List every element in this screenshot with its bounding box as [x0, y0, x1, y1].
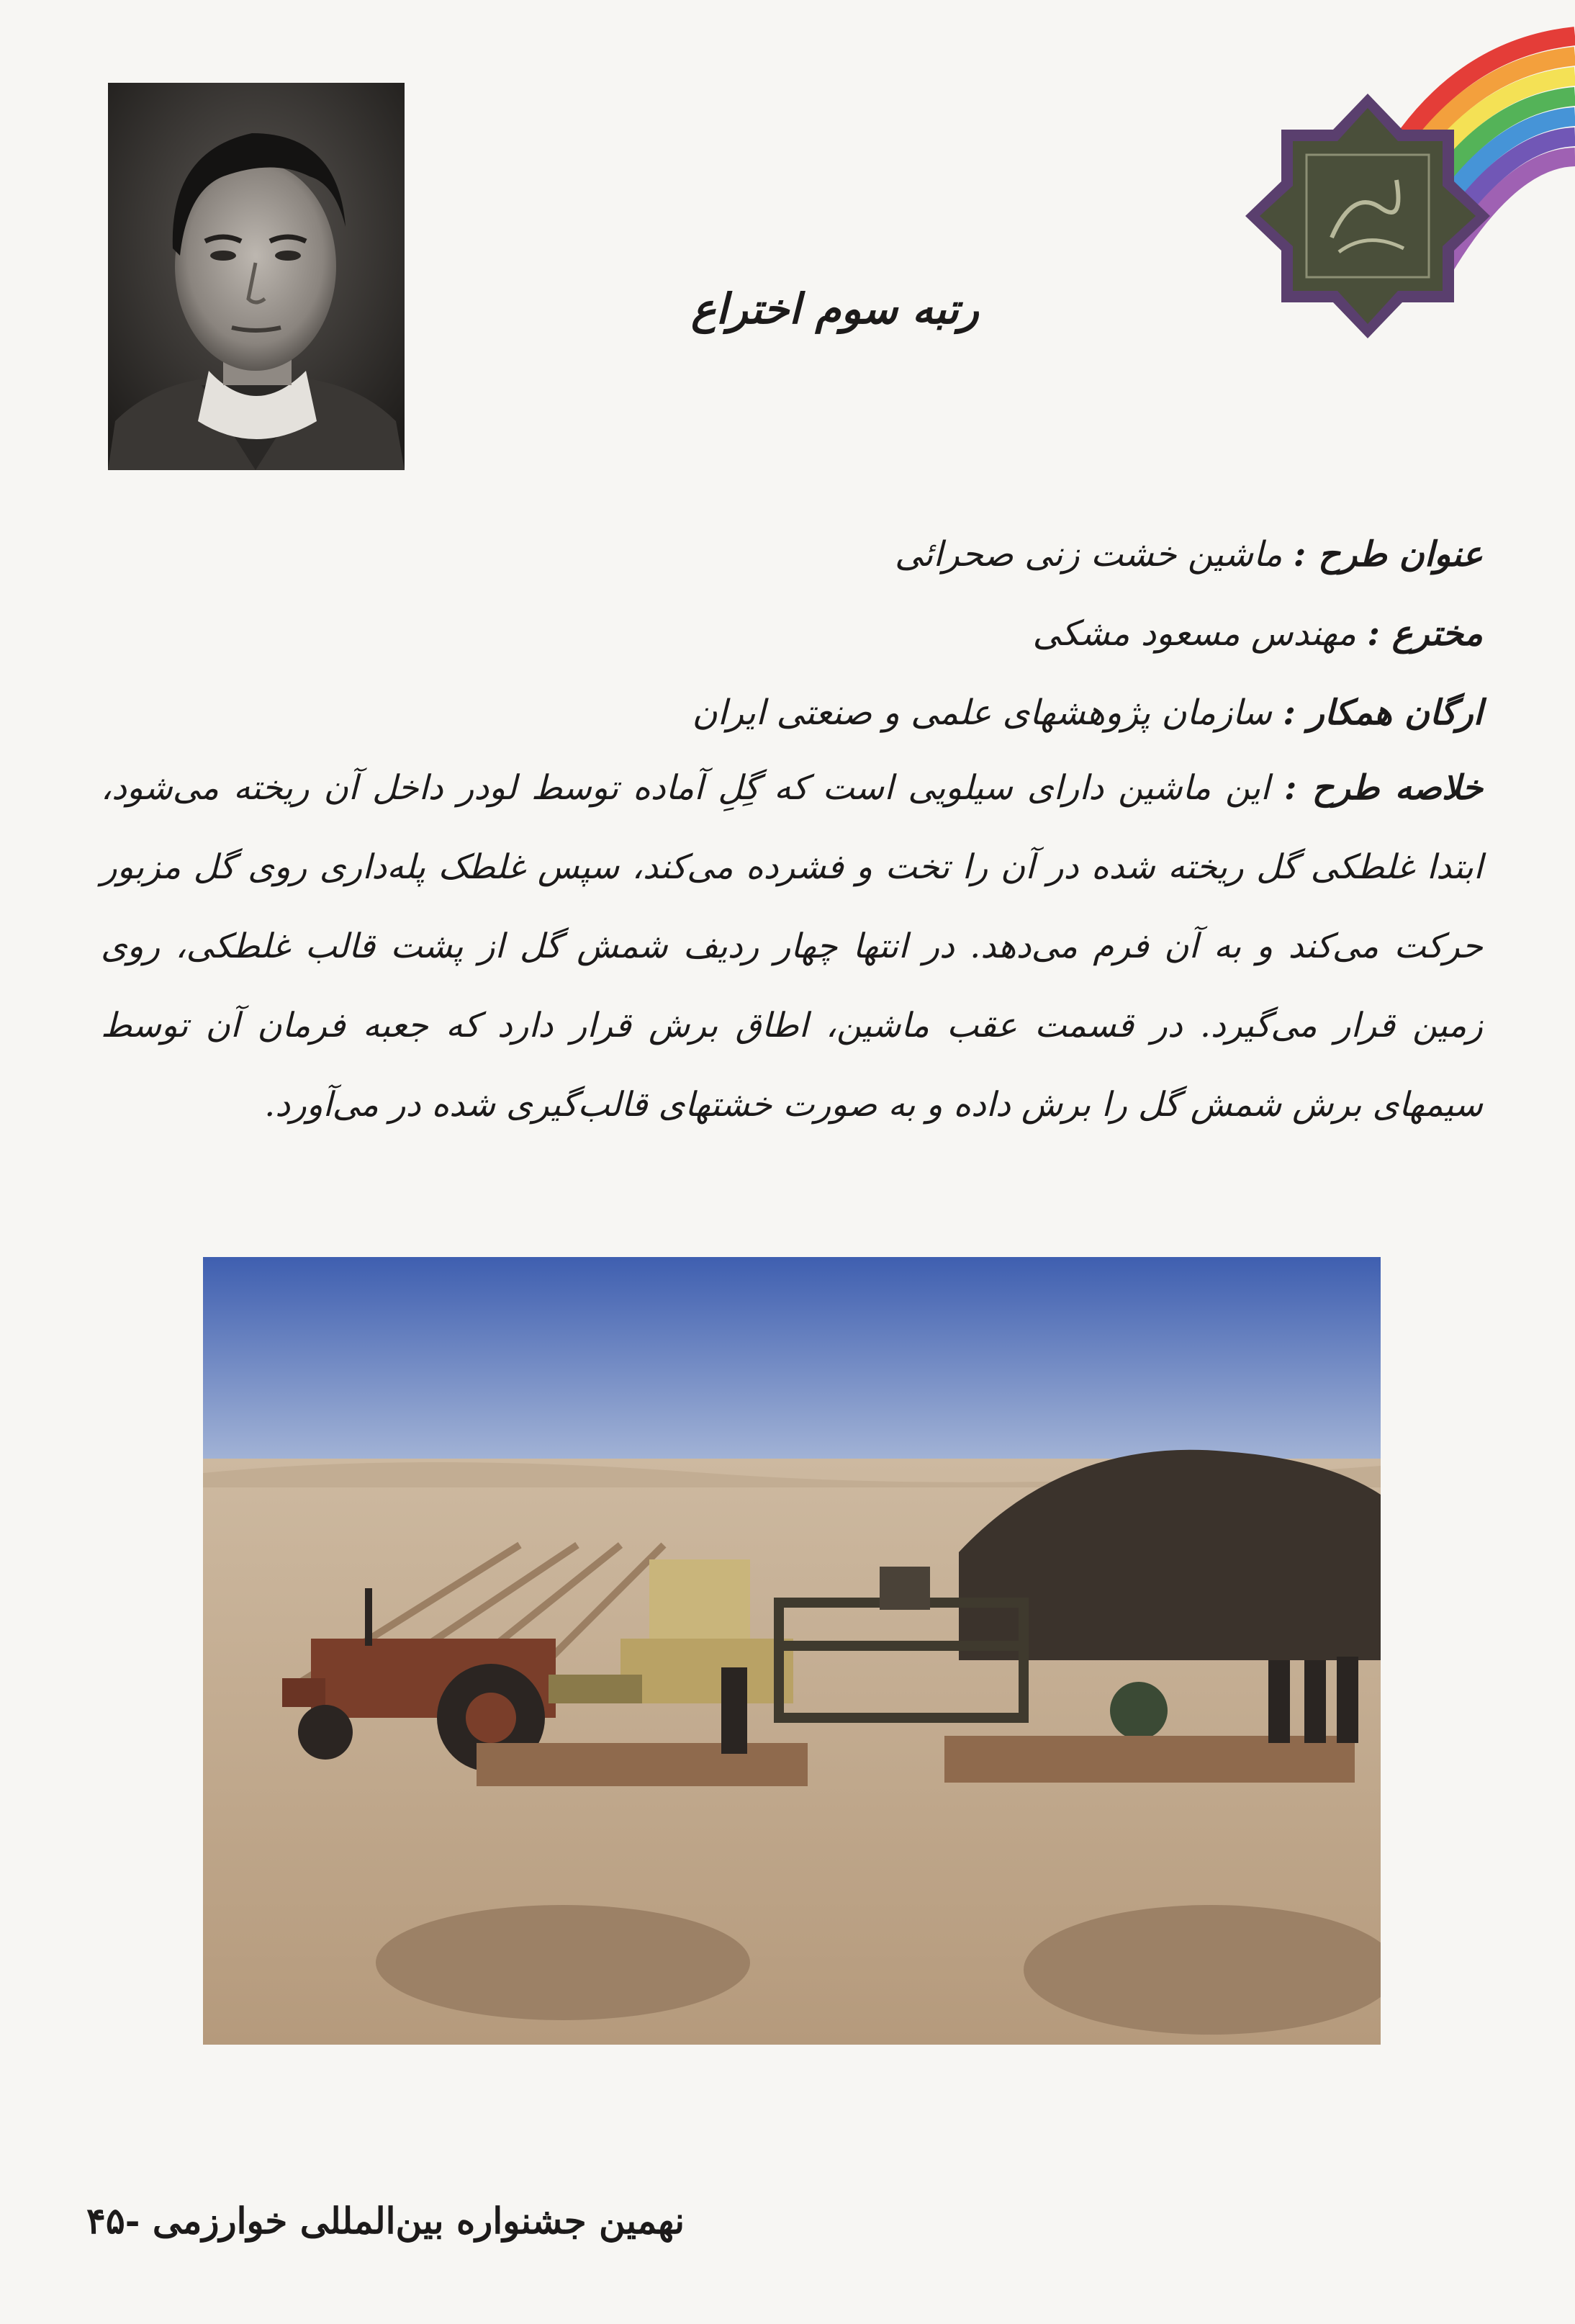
- brick-machine-photo: [203, 1257, 1381, 2045]
- inventor-row: [101, 594, 1483, 673]
- inventor-value: مهندس مسعود مشکی: [1032, 613, 1356, 654]
- page-footer: [86, 2199, 806, 2242]
- inventor-portrait: [108, 83, 405, 470]
- project-summary: [101, 749, 1483, 1145]
- rank-title: رتبه سوم اختراع: [691, 284, 979, 333]
- project-fields: [101, 515, 1483, 752]
- project-title-row: [101, 515, 1483, 594]
- inventor-label: مخترع :: [1367, 613, 1483, 654]
- project-title-value: ماشین خشت زنی صحرائی: [894, 534, 1283, 575]
- page-number: -۴۵: [86, 2199, 140, 2242]
- festival-name: نهمین جشنواره بین‌المللی خوارزمی: [152, 2199, 685, 2242]
- partner-org-label: ارگان همکار :: [1283, 693, 1483, 733]
- festival-logo-with-rainbow: [1224, 7, 1575, 382]
- partner-org-row: [101, 673, 1483, 752]
- partner-org-value: سازمان پژوهشهای علمی و صنعتی ایران: [692, 693, 1272, 733]
- project-title-label: عنوان طرح :: [1293, 534, 1483, 575]
- summary-label: خلاصه طرح :: [1284, 768, 1483, 808]
- summary-text: این ماشین دارای سیلویی است که گِلِ آماده توسط لودر داخل آن ریخته می‌شود، ابتدا غلطکی گل ریخته شده در آن را تخت و فشرده می‌کند، سپس غلطک پله‌داری روی گل مزبور حرکت می‌کند و به آن فرم می‌دهد. در انتها چهار ردیف شمش گل از پشت قالب غلطکی، روی زمین قرار می‌گیرد. در قسمت عقب ماشین، اطاق برش قرار دارد که جعبه فرمان آن توسط سیمهای برش شمش گل را برش داده و به صورت خشتهای قالب‌گیری شده در می‌آورد.: [101, 768, 1483, 1125]
